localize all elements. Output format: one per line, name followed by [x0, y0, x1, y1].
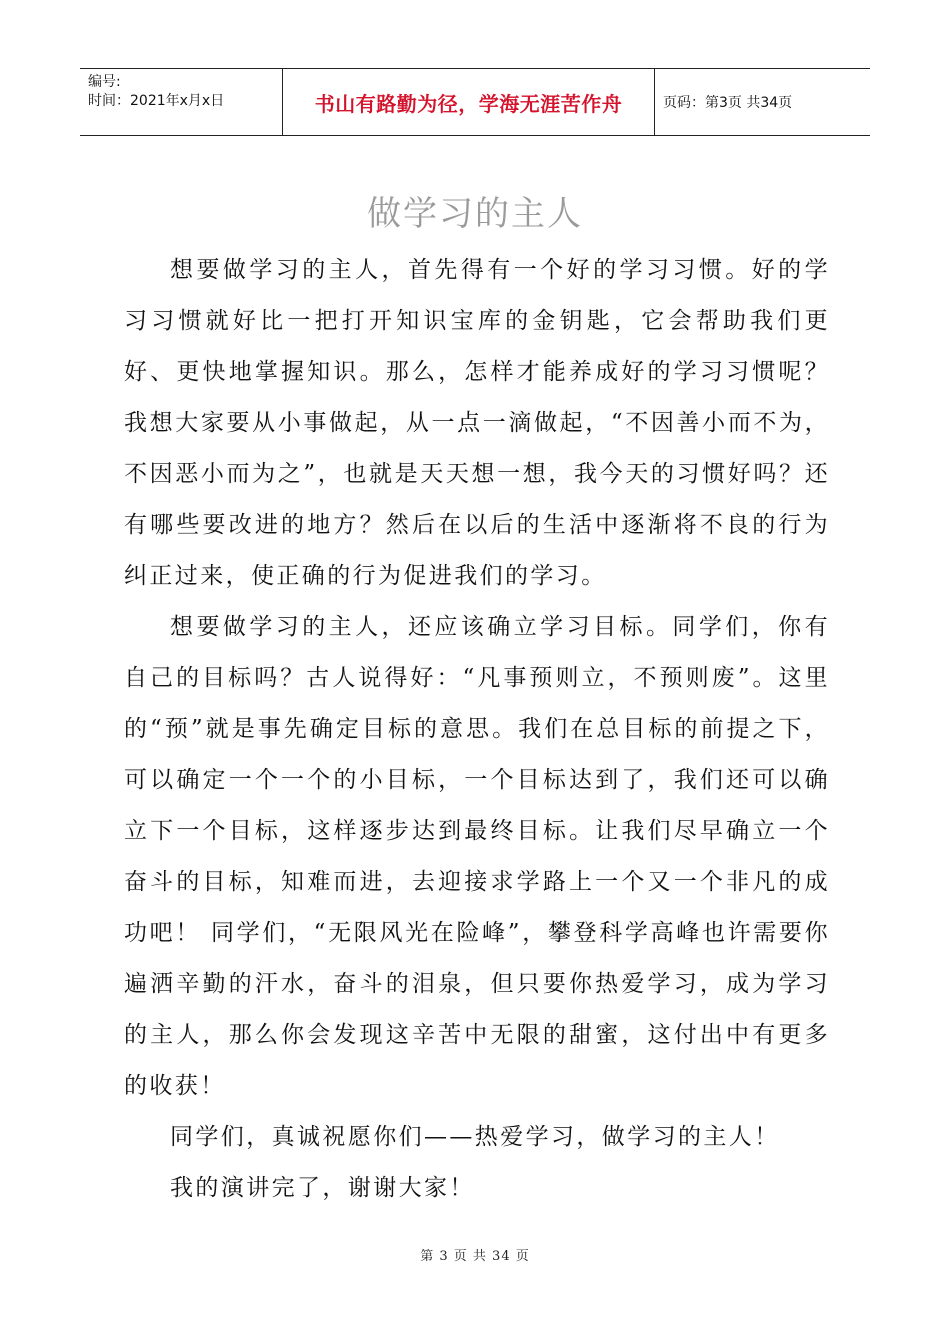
- paragraph: 想要做学习的主人，首先得有一个好的学习习惯。好的学习习惯就好比一把打开知识宝库的金钥匙，它会帮助我们更好、更快地掌握知识。那么，怎样才能养成好的学习习惯呢？我想大家要从小事做起，从一点一滴做起，“不因善小而不为，不因恶小而为之”，也就是天天想一想，我今天的习惯好吗？还有哪些要改进的地方？然后在以后的生活中逐渐将不良的行为纠正过来，使正确的行为促进我们的学习。: [124, 257, 830, 589]
- serial-number-label: 编号:: [88, 74, 121, 90]
- page-footer: 第 3 页 共 34 页: [420, 1249, 530, 1264]
- date-label: 时间：2021年x月x日: [88, 93, 225, 109]
- header-page-info: 页码：第3页 共34页: [663, 95, 793, 111]
- paragraph: 我的演讲完了，谢谢大家！: [170, 1175, 475, 1201]
- header-meta: [80, 69, 282, 135]
- document-header: [80, 68, 870, 136]
- paragraph: 同学们，真诚祝愿你们——热爱学习，做学习的主人！: [170, 1124, 780, 1150]
- header-motto: 书山有路勤为径，学海无涯苦作舟: [282, 69, 655, 135]
- document-title: 做学习的主人: [367, 194, 583, 234]
- paragraph: 想要做学习的主人，还应该确立学习目标。同学们，你有自己的目标吗？古人说得好：“凡事预则立，不预则废”。这里的“预”就是事先确定目标的意思。我们在总目标的前提之下，可以确定一个一个的小目标，一个目标达到了，我们还可以确立下一个目标，这样逐步达到最终目标。让我们尽早确立一个奋斗的目标，知难而进，去迎接求学路上一个又一个非凡的成功吧！ 同学们，“无限风光在险峰”，攀登科学高峰也许需要你遍洒辛勤的汗水，奋斗的泪泉，但只要你热爱学习，成为学习的主人，那么你会发现这辛苦中无限的甜蜜，这付出中有更多的收获！: [124, 614, 830, 1099]
- document-body: [124, 245, 830, 1214]
